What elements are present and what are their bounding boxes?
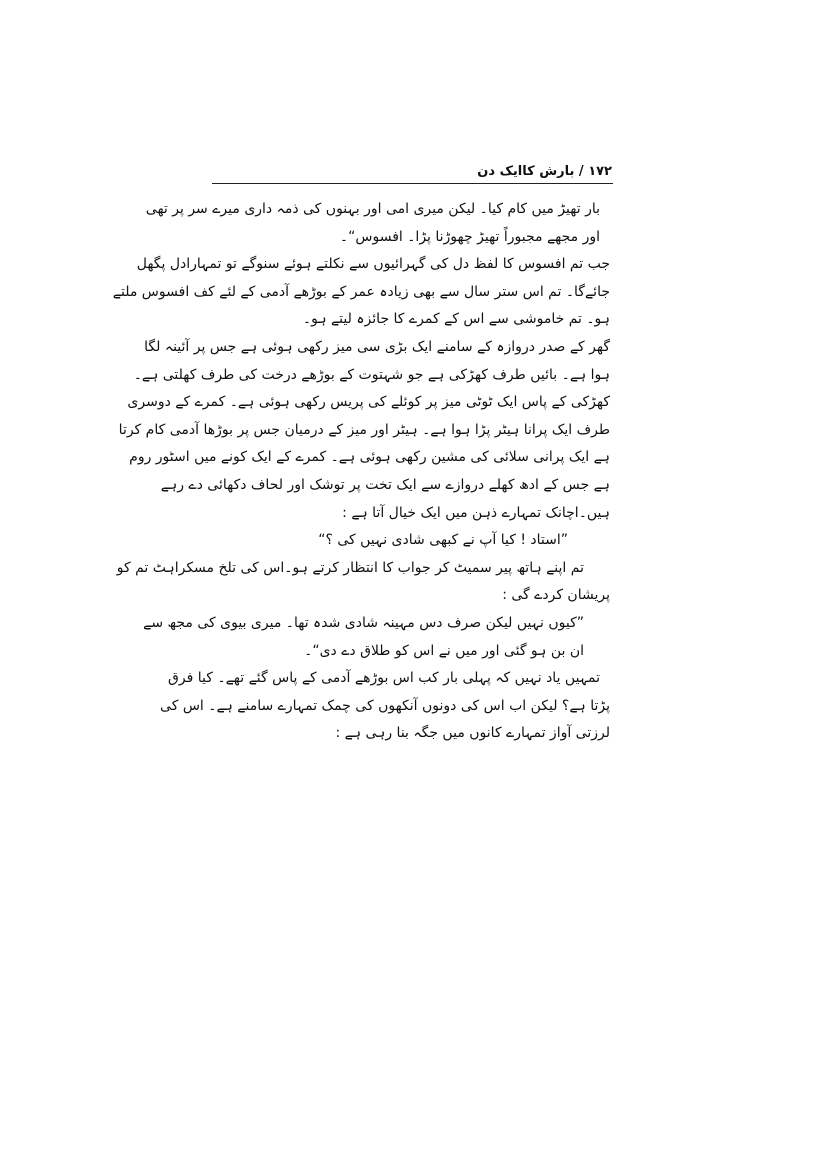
text-line: ان بن ہو گئی اور میں نے اس کو طلاق دے دی“۔ [304,642,584,659]
header-rule [212,183,613,184]
text-line: ”استاد ! کیا آپ نے کبھی شادی نہیں کی ؟“ [318,532,568,549]
text-line: تم اپنے ہاتھ پیر سمیٹ کر جواب کا انتظار کرتے ہو۔اس کی تلخ مسکراہٹ تم کو [116,559,584,576]
text-line: ہے ایک پرانی سلائی کی مشین رکھی ہوئی ہے۔ کمرے کے ایک کونے میں اسٹور روم [129,449,610,466]
text-line: جب تم افسوس کا لفظ دل کی گہرائیوں سے نکلتے ہوئے سنوگے تو تمہارادل پگھل [136,256,610,273]
text-line: تمہیں یاد نہیں کہ پہلی بار کب اس بوڑھے آدمی کے پاس گئے تھے۔ کیا فرق [168,670,600,687]
text-line: کھڑکی کے پاس ایک ٹوٹی میز پر کوئلے کی پریس رکھی ہوئی ہے۔ کمرے کے دوسری [127,394,610,411]
text-line: ہو۔ تم خاموشی سے اس کے کمرے کا جائزہ لیتے ہو۔ [302,311,610,328]
text-line: طرف ایک پرانا ہیٹر پڑا ہوا ہے۔ ہیٹر اور میز کے درمیان جس پر بوڑھا آدمی کام کرتا [118,421,610,438]
text-line: اور مجھے مجبوراً تھیڑ چھوڑنا پڑا۔ افسوس“۔ [339,228,600,245]
text-line: ہوا ہے۔ بائیں طرف کھڑکی ہے جو شہتوت کے بوڑھے درخت کی طرف کھلتی ہے۔ [133,366,610,383]
running-head: ۱۷۲ / بارش کاایک دن [477,164,612,179]
text-line: ہے جس کے ادھ کھلے دروازے سے ایک تخت پر توشک اور لحاف دکھائی دے رہے [160,476,610,493]
text-line: پڑتا ہے؟ لیکن اب اس کی دونوں آنکھوں کی چمک تمہارے سامنے ہے۔ اس کی [160,697,610,714]
text-line: بار تھیڑ میں کام کیا۔ لیکن میری امی اور بہنوں کی ذمہ داری میرے سر پر تھی [145,201,600,217]
text-line: ہیں۔اچانک تمہارے ذہن میں ایک خیال آتا ہے : [342,504,610,521]
text-line: جائےگا۔ تم اس ستر سال سے بھی زیادہ عمر کے بوڑھے آدمی کے لئے کف افسوس ملتے [112,283,610,300]
text-line: ”کیوں نہیں لیکن صرف دس مہینہ شادی شدہ تھا۔ میری بیوی کی مجھ سے [143,614,584,631]
text-line: پریشان کردے گی : [502,587,610,604]
text-line: لرزتی آواز تمہارے کانوں میں جگہ بنا رہی ہے : [335,725,610,742]
text-line: گھر کے صدر دروازہ کے سامنے ایک بڑی سی میز رکھی ہوئی ہے جس پر آئینہ لگا [144,338,610,355]
body-text [112,196,610,748]
